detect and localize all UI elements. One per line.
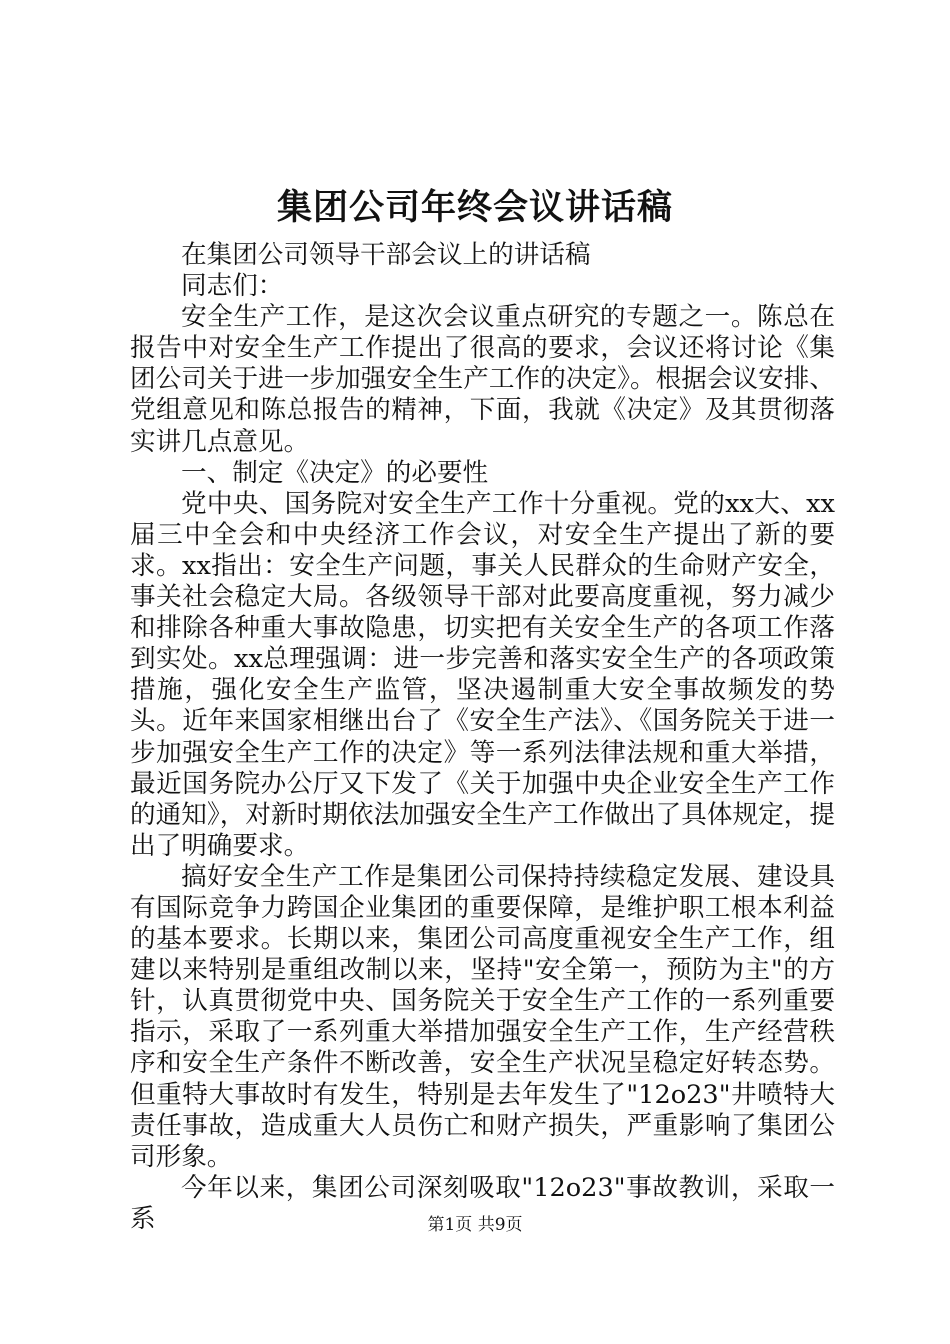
body-paragraph: 搞好安全生产工作是集团公司保持持续稳定发展、建设具有国际竞争力跨国企业集团的重要保障，是维护职工根本利益的基本要求。长期以来，集团公司高度重视安全生产工作，组建以来特别是重组改制以来，坚持"安全第一，预防为主"的方针，认真贯彻党中央、国务院关于安全生产工作的一系列重要指示，采取了一系列重大举措加强安全生产工作，生产经营秩序和安全生产条件不断改善，安全生产状况呈稳定好转态势。但重特大事故时有发生，特别是去年发生了"12o23"井喷特大责任事故，造成重大人员伤亡和财产损失，严重影响了集团公司形象。	[130, 861, 835, 1172]
document-title: 集团公司年终会议讲话稿	[276, 188, 673, 228]
body-paragraph: 今年以来，集团公司深刻吸取"12o23"事故教训，采取一系	[130, 1172, 835, 1234]
salutation-paragraph: 同志们：	[181, 271, 284, 302]
page-footer: 第1页 共9页	[427, 1215, 523, 1235]
body-paragraph: 党中央、国务院对安全生产工作十分重视。党的xx大、xx届三中全会和中央经济工作会议，对安全生产提出了新的要求。xx指出：安全生产问题，事关人民群众的生命财产安全，事关社会稳定大局。各级领导干部对此要高度重视，努力减少和排除各种重大事故隐患，切实把有关安全生产的各项工作落到实处。xx总理强调：进一步完善和落实安全生产的各项政策措施，强化安全生产监管，坚决遏制重大安全事故频发的势头。近年来国家相继出台了《安全生产法》、《国务院关于进一步加强安全生产工作的决定》等一系列法律法规和重大举措，最近国务院办公厅又下发了《关于加强中央企业安全生产工作的通知》，对新时期依法加强安全生产工作做出了具体规定，提出了明确要求。	[130, 488, 835, 861]
section-heading: 一、制定《决定》的必要性	[181, 457, 489, 488]
body-paragraph: 安全生产工作，是这次会议重点研究的专题之一。陈总在报告中对安全生产工作提出了很高的要求，会议还将讨论《集团公司关于进一步加强安全生产工作的决定》。根据会议安排、党组意见和陈总报告的精神，下面，我就《决定》及其贯彻落实讲几点意见。	[130, 302, 835, 457]
subtitle-paragraph: 在集团公司领导干部会议上的讲话稿	[181, 240, 591, 270]
document-body	[130, 240, 835, 1235]
